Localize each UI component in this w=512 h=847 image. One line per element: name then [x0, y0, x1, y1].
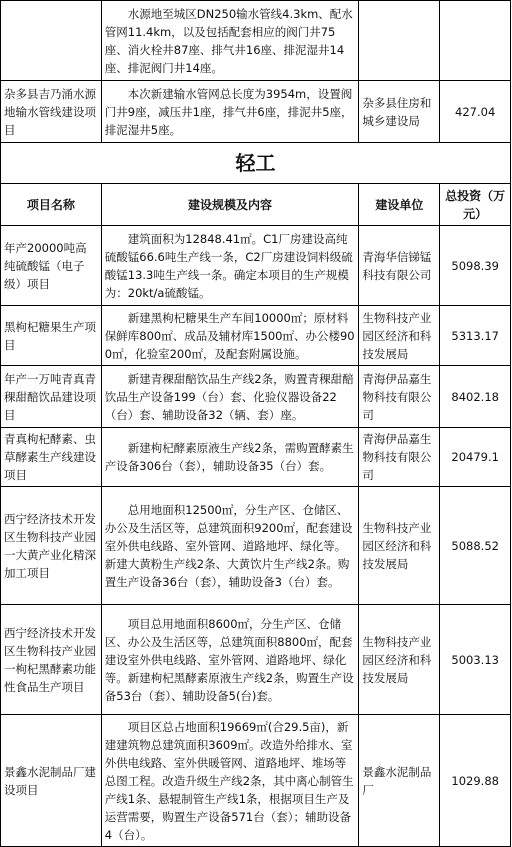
table-row [1, 605, 511, 715]
table-row [1, 1, 511, 81]
project-unit-cell: 生物科技产业园区经济和科技发展局 [359, 306, 440, 366]
project-content-cell: 新建青稞甜醅饮品生产线2条，购置青稞甜醅饮品生产设备199（台）套、化验仪器设备22（台）套、辅助设备32（辆、套）座。 [101, 366, 359, 428]
project-name-cell: 西宁经济技术开发区生物科技产业园一大黄产业化精深加工项目 [1, 487, 102, 605]
project-unit-cell: 青海伊品嘉生物科技有限公司 [359, 366, 440, 428]
header-content: 建设规模及内容 [101, 184, 359, 226]
table-row [1, 306, 511, 366]
project-content-cell: 新建枸杞酵素原液生产线2条，需购置酵素生产设备306台（套），辅助设备35（台）套。 [101, 428, 359, 487]
header-unit: 建设单位 [359, 184, 440, 226]
table-row [1, 428, 511, 487]
project-name-cell: 年产一万吨青真青稞甜醅饮品建设项目 [1, 366, 102, 428]
project-investment-cell [440, 1, 511, 81]
table-row [1, 715, 511, 847]
project-name-cell: 景鑫水泥制品厂建设项目 [1, 715, 102, 847]
project-content-cell: 项目总用地面积8600㎡，分生产区、仓储区、办公及生活区等，总建筑面积8800㎡，配套建设室外供电线路、室外管网、道路地坪、绿化等。新建枸杞黑酵素原液生产线2条，购置生产设备53台（套）、辅助设备5(台)套。 [101, 605, 359, 715]
project-unit-cell [359, 1, 440, 81]
project-investment-cell: 5098.39 [440, 226, 511, 306]
project-name-cell: 年产20000吨高纯硫酸锰（电子级）项目 [1, 226, 102, 306]
project-investment-cell: 20479.1 [440, 428, 511, 487]
project-investment-cell: 1029.88 [440, 715, 511, 847]
project-investment-cell: 5003.13 [440, 605, 511, 715]
project-investment-cell: 5313.17 [440, 306, 511, 366]
project-content-cell: 水源地至城区DN250输水管线4.3km、配水管网11.4km，以及包括配套相应的阀门井75座、消火栓井87座、排气井16座、排泥湿井14座、排泥阀门井14座。 [101, 1, 359, 81]
project-unit-cell: 生物科技产业园区经济和科技发展局 [359, 605, 440, 715]
project-unit-cell: 青海华信锑锰科技有限公司 [359, 226, 440, 306]
project-content-cell: 新建黑枸杞糖果生产车间10000㎡；原材料保鲜库800㎡、成品及辅材库1500㎡、办公楼900㎡，化验室200㎡，及配套附属设施。 [101, 306, 359, 366]
table-row [1, 226, 511, 306]
project-name-cell: 杂多县吉乃涌水源地输水管线建设项目 [1, 81, 102, 143]
section-title: 轻工 [1, 143, 511, 184]
project-unit-cell: 生物科技产业园区经济和科技发展局 [359, 487, 440, 605]
project-content-cell: 项目区总占地面积19669㎡(合29.5亩)，新建建筑物总建筑面积3609㎡。改造外给排水、室外供电线路、室外供暖管网、道路地坪、堆场等总图工程。改造升级生产线2条，其中离心制管生产线1条、悬辊制管生产线1条，根据项目生产及运营需要，购置生产设备571台（套）；辅助设备4（台）。 [101, 715, 359, 847]
project-unit-cell: 杂多县住房和城乡建设局 [359, 81, 440, 143]
header-name: 项目名称 [1, 184, 102, 226]
project-content-cell: 总用地面积12500㎡，分生产区、仓储区、办公及生活区等，总建筑面积9200㎡，配套建设室外供电线路、室外管网、道路地坪、绿化等。新建大黄粉生产线2条、大黄饮片生产线2条。购置生产设备36台（套），辅助设备3（台）套。 [101, 487, 359, 605]
table-row [1, 366, 511, 428]
project-name-cell: 黑枸杞糖果生产项目 [1, 306, 102, 366]
project-content-cell: 本次新建输水管网总长度为3954m，设置阀门井9座，减压井1座，排气井6座，排泥井5座，排泥湿井5座。 [101, 81, 359, 143]
project-name-cell [1, 1, 102, 81]
project-investment-cell: 427.04 [440, 81, 511, 143]
project-content-cell: 建筑面积为12848.41㎡。C1厂房建设高纯硫酸锰66.6吨生产线一条，C2厂房建设饲料级硫酸锰13.3吨生产线一条。确定本项目的生产规模为：20kt/a硫酸锰。 [101, 226, 359, 306]
project-name-cell: 青真枸杞酵素、虫草酵素生产线建设项目 [1, 428, 102, 487]
project-unit-cell: 景鑫水泥制品厂 [359, 715, 440, 847]
table-row [1, 81, 511, 143]
project-unit-cell: 青海伊品嘉生物科技有限公司 [359, 428, 440, 487]
header-investment: 总投资（万元） [440, 184, 511, 226]
table-row [1, 487, 511, 605]
header-row [1, 184, 511, 226]
project-investment-cell: 8402.18 [440, 366, 511, 428]
project-name-cell: 西宁经济技术开发区生物科技产业园一枸杞黑酵素功能性食品生产项目 [1, 605, 102, 715]
section-row [1, 143, 511, 184]
project-investment-cell: 5088.52 [440, 487, 511, 605]
